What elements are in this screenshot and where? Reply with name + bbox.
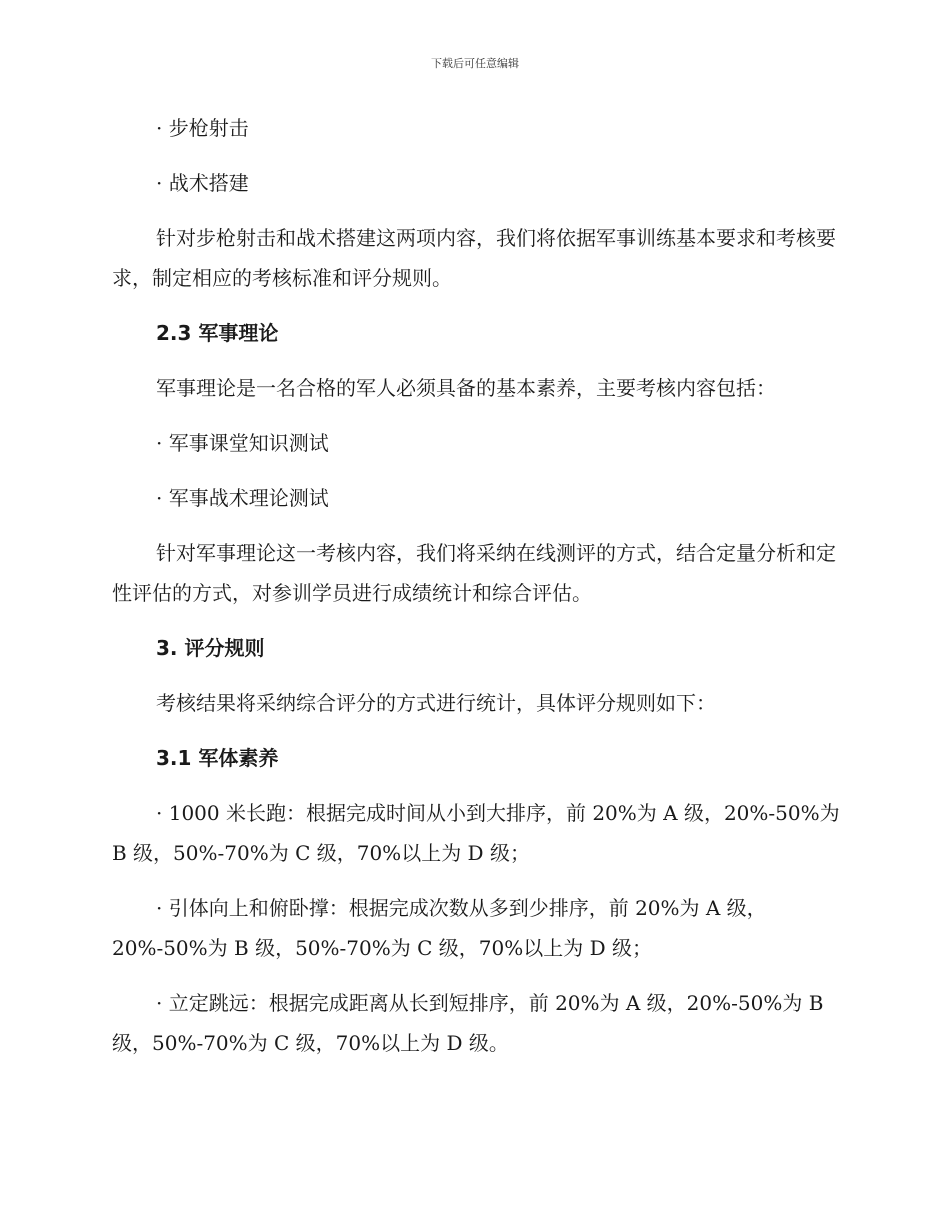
bullet-item: · 军事课堂知识测试 [156, 431, 329, 455]
rule-item: · 引体向上和俯卧撑：根据完成次数从多到少排序，前 20%为 A 级，20%-50%为 B 级，50%-70%为 C 级，70%以上为 D 级； [112, 896, 767, 960]
paragraph: 针对步枪射击和战术搭建这两项内容，我们将依据军事训练基本要求和考核要求，制定相应的考核标准和评分规则。 [112, 226, 836, 290]
paragraph: 考核结果将采纳综合评分的方式进行统计，具体评分规则如下： [156, 691, 716, 715]
section-heading: 3.1 军体素养 [156, 746, 279, 770]
page-header: 下载后可任意编辑 [431, 57, 519, 70]
rule-item: · 立定跳远：根据完成距离从长到短排序，前 20%为 A 级，20%-50%为 B 级，50%-70%为 C 级，70%以上为 D 级。 [112, 991, 824, 1055]
document-body [112, 108, 842, 1078]
rule-item: · 1000 米长跑：根据完成时间从小到大排序，前 20%为 A 级，20%-50%为 B 级，50%-70%为 C 级，70%以上为 D 级； [112, 801, 840, 865]
paragraph: 针对军事理论这一考核内容，我们将采纳在线测评的方式，结合定量分析和定性评估的方式，对参训学员进行成绩统计和综合评估。 [112, 541, 836, 605]
paragraph: 军事理论是一名合格的军人必须具备的基本素养，主要考核内容包括： [156, 376, 776, 400]
bullet-item: · 步枪射击 [156, 116, 249, 140]
section-heading: 2.3 军事理论 [156, 321, 279, 345]
section-heading: 3. 评分规则 [156, 636, 265, 660]
bullet-item: · 军事战术理论测试 [156, 486, 329, 510]
bullet-item: · 战术搭建 [156, 171, 249, 195]
